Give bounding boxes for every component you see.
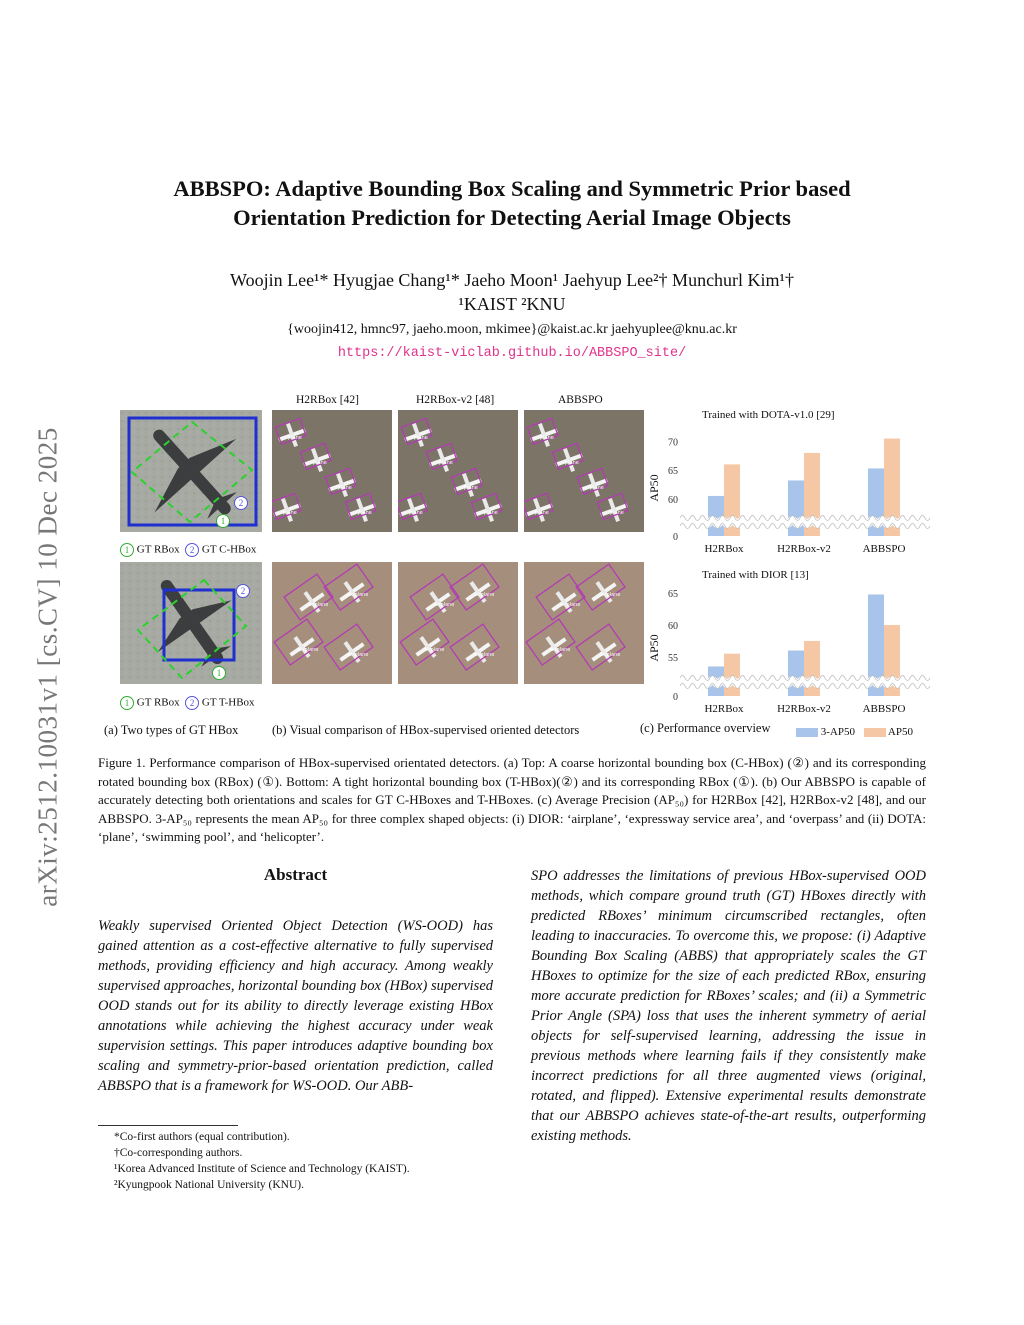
legend-top-a [120, 543, 256, 557]
abstract-right-column: SPO addresses the limitations of previous HBox-supervised OOD methods, which compare ground truth (GT) HBoxes directly with predicted RBoxes’ minimum circumscribed rectangles, often leading to inaccuracies. To overcome this, we propose: (i) Adaptive Bounding Box Scaling (ABBS) that appropriately scales the GT HBoxes to optimize for the size of each predicted RBox, ensuring more accurate prediction for RBoxes’ scales; and (ii) a Symmetric Prior Angle (SPA) loss that uses the inherent symmetry of aerial objects for self-supervised learning, addressing the issue in previous methods where learning fails if they consistently make incorrect predictions for all three augmented views (original, rotated, and flipped). Extensive experimental results demonstrate that our ABBSPO achieves state-of-the-art results, outperforming existing methods. [531, 868, 926, 1144]
performance-charts [644, 408, 934, 728]
chart-bar [724, 654, 740, 696]
footnote-3: ¹Korea Advanced Institute of Science and Technology (KAIST). [114, 1163, 410, 1175]
chart-category-label: ABBSPO [862, 703, 906, 715]
chart-title: Trained with DIOR [13] [702, 569, 809, 581]
detection-label: plane [409, 510, 423, 516]
sublabel-b: (b) Visual comparison of HBox-supervised oriented detectors [272, 723, 580, 737]
chart-ytick: 60 [668, 621, 678, 633]
abstract-heading: Abstract [263, 865, 328, 884]
detection-label: airplane [434, 602, 455, 608]
detection-label: plane [590, 485, 604, 491]
detection-label: plane [414, 435, 428, 441]
detection-label: airplane [424, 647, 445, 653]
detection-image-r1-c1 [272, 410, 392, 532]
detection-label: plane [439, 460, 453, 466]
figure-1 [96, 390, 926, 742]
author-list: Woojin Lee¹* Hyugjae Chang¹* Jaeho Moon¹ Jaehyup Lee²† Munchurl Kim¹† [230, 270, 794, 290]
chart-ytick: 0 [673, 532, 678, 543]
legend-bottom-a [120, 696, 255, 710]
detection-label: airplane [474, 592, 495, 598]
detection-label: plane [535, 510, 549, 516]
chart-ytick: 65 [668, 589, 678, 601]
detection-label: airplane [474, 652, 495, 658]
chart-legend [796, 726, 913, 738]
legend-gt-rbox: GT RBox [136, 543, 180, 556]
detection-label: plane [610, 510, 624, 516]
detection-image-r2-c2 [398, 562, 518, 684]
legend-3ap50: 3-AP50 [820, 726, 855, 738]
sublabel-a: (a) Two types of GT HBox [104, 723, 239, 737]
title-line-1: ABBSPO: Adaptive Bounding Box Scaling and Symmetric Prior based [173, 176, 851, 201]
circle-2-marker-bottom: 2 [236, 584, 250, 598]
caption-label: Figure 1. [98, 755, 146, 770]
chart-category-label: H2RBox [704, 543, 744, 555]
legend-circle-2-bottom: 2 [185, 696, 199, 710]
detection-label: airplane [308, 602, 329, 608]
chart-ytick: 65 [668, 466, 678, 478]
legend-swatch-3ap50 [796, 728, 818, 737]
footnote-1: *Co-first authors (equal contribution). [114, 1131, 290, 1143]
arxiv-identifier: arXiv:2512.10031v1 [cs.CV] 10 Dec 2025 [32, 427, 63, 907]
legend-ap50: AP50 [887, 726, 913, 738]
col-title-abbspo: ABBSPO [558, 394, 603, 406]
detection-label: airplane [560, 602, 581, 608]
detection-image-r1-c2 [398, 410, 518, 532]
chart-bar [788, 651, 804, 696]
abstract-left-column: Weakly supervised Oriented Object Detection (WS-OOD) has gained attention as a cost-effective alternative to fully supervised methods, providing efficiency and high accuracy. Among weakly supervised approaches, horizontal bounding box (HBox) supervised OOD stands out for its ability to directly leverage existing HBox annotations while achieving the highest accuracy under weak supervision settings. This paper introduces adaptive bounding box scaling and symmetry-prior-based orientation prediction, called ABBSPO that is a framework for WS-OOD. Our ABB- [98, 918, 493, 1094]
legend-circle-2: 2 [185, 543, 199, 557]
detection-label: airplane [298, 647, 319, 653]
sublabel-c: (c) Performance overview [640, 721, 771, 735]
gt-chbox-image [120, 410, 262, 532]
detection-label: plane [464, 485, 478, 491]
detection-label: plane [565, 460, 579, 466]
chart-ylabel: AP50 [647, 474, 661, 502]
circle-1-marker-bottom: 1 [212, 666, 226, 680]
paper-title [100, 174, 924, 232]
detection-label: plane [338, 485, 352, 491]
detection-label: plane [288, 435, 302, 441]
circle-2-marker: 2 [234, 496, 248, 510]
detection-label: plane [358, 510, 372, 516]
detection-image-r1-c3 [524, 410, 644, 532]
detection-label: plane [540, 435, 554, 441]
legend-circle-1: 1 [120, 543, 134, 557]
detection-image-r2-c3 [524, 562, 644, 684]
detection-label: plane [484, 510, 498, 516]
footnote-4: ²Kyungpook National University (KNU). [114, 1179, 304, 1191]
figure-caption [98, 754, 926, 847]
legend-swatch-ap50 [864, 728, 886, 737]
legend-gt-thbox: GT T-HBox [201, 696, 255, 709]
footnote-2: †Co-corresponding authors. [114, 1147, 243, 1159]
chart-category-label: H2RBox [704, 703, 744, 715]
detection-label: plane [283, 510, 297, 516]
detection-label: airplane [348, 652, 369, 658]
chart-ytick: 0 [673, 692, 678, 703]
emails: {woojin412, hmnc97, jaeho.moon, mkimee}@kaist.ac.kr jaehyuplee@knu.ac.kr [287, 322, 737, 337]
chart-ytick: 60 [668, 494, 678, 506]
project-url[interactable]: https://kaist-viclab.github.io/ABBSPO_site/ [337, 346, 687, 361]
legend-gt-rbox-bottom: GT RBox [136, 696, 180, 709]
title-line-2: Orientation Prediction for Detecting Aerial Image Objects [233, 205, 791, 230]
footnote-rule [98, 1125, 238, 1126]
affiliations: ¹KAIST ²KNU [458, 294, 566, 314]
detection-label: airplane [348, 592, 369, 598]
chart-ytick: 70 [668, 437, 678, 449]
legend-circle-1-bottom: 1 [120, 696, 134, 710]
chart-ytick: 55 [668, 652, 678, 664]
caption-text: Performance comparison of HBox-supervised orientated detectors. (a) Top: A coarse horizontal bounding box (C-HBox) (②) and its corresponding rotated bounding box (RBox) (①). Bottom: A tight horizontal bounding box (T-HBox)(②) and its corresponding RBox (①). (b) Our ABBSPO is capable of accurately detecting both orientations and scales for GT C-HBoxes and T-HBoxes. (c) Average Precision (AP₅₀) for H2RBox [42], H2RBox-v2 [48], and our ABBSPO. 3-AP₅₀ represents the mean AP₅₀ for three complex shaped objects: (i) DIOR: ‘airplane’, ‘expressway service area’, and ‘overpass’ and (ii) DOTA: ‘plane’, ‘swimming pool’, and ‘helicopter’. [98, 755, 926, 844]
chart-category-label: H2RBox-v2 [777, 703, 831, 715]
circle-1-marker: 1 [216, 514, 230, 528]
detection-label: airplane [550, 647, 571, 653]
chart-category-label: ABBSPO [862, 543, 906, 555]
chart-category-label: H2RBox-v2 [777, 543, 831, 555]
chart-title: Trained with DOTA-v1.0 [29] [702, 409, 835, 421]
detection-label: airplane [600, 592, 621, 598]
col-title-h2rbox: H2RBox [42] [296, 394, 359, 406]
col-title-h2rbox-v2: H2RBox-v2 [48] [416, 394, 495, 406]
detection-image-r2-c1 [272, 562, 392, 684]
detection-label: plane [313, 460, 327, 466]
legend-gt-chbox: GT C-HBox [201, 543, 257, 556]
chart-ylabel: AP50 [647, 634, 661, 662]
footnotes [114, 1129, 494, 1193]
detection-label: airplane [600, 652, 621, 658]
gt-thbox-image [120, 562, 262, 684]
